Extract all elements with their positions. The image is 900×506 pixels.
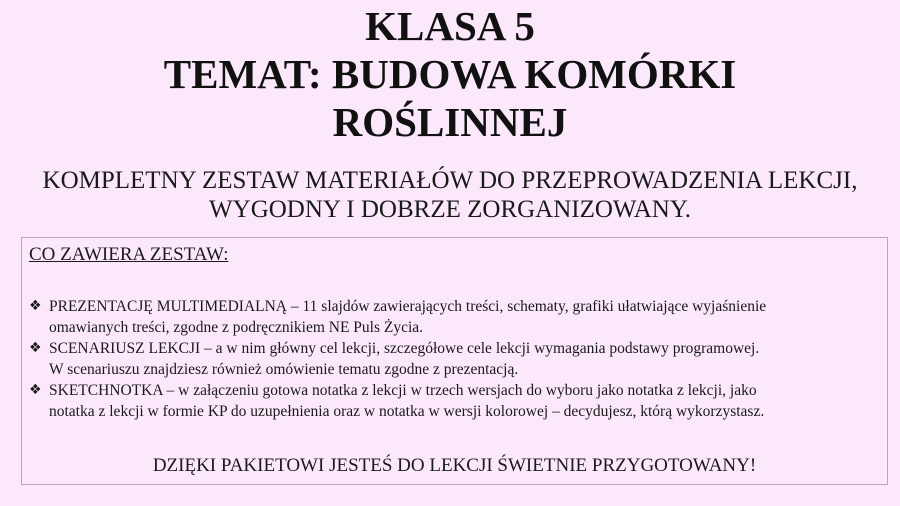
- list-item-presentation: [29, 296, 881, 338]
- title-line-topic-continued: ROŚLINNEJ: [332, 99, 568, 145]
- item-text-line-2: omawianych treści, zgodne z podręcznikiem NE Puls Życia.: [49, 319, 424, 336]
- closing-statement: DZIĘKI PAKIETOWI JESTEŚ DO LEKCJI ŚWIETNIE PRZYGOTOWANY!: [152, 455, 757, 476]
- item-text-line-2: W scenariuszu znajdziesz również omówienie tematu zgodne z prezentacją.: [49, 361, 519, 378]
- item-text-line-2: notatka z lekcji w formie KP do uzupełnienia oraz w notatka w wersji kolorowej – decydujesz, którą wykorzystasz.: [49, 403, 765, 420]
- diamond-bullet-icon: ❖: [29, 340, 42, 356]
- list-item-lesson-plan: [29, 338, 881, 380]
- title-line-topic: TEMAT: BUDOWA KOMÓRKI: [163, 51, 737, 97]
- item-text-line-1: PREZENTACJĘ MULTIMEDIALNĄ – 11 slajdów zawierających treści, schematy, grafiki ułatwiające wyjaśnienie: [49, 298, 767, 315]
- contents-heading: CO ZAWIERA ZESTAW:: [29, 244, 229, 265]
- diamond-bullet-icon: ❖: [29, 382, 42, 398]
- title-line-class: KLASA 5: [365, 3, 535, 49]
- contents-list: [29, 296, 881, 422]
- subtitle: [0, 166, 900, 224]
- list-item-sketchnote: [29, 380, 881, 422]
- subtitle-line-1: KOMPLETNY ZESTAW MATERIAŁÓW DO PRZEPROWADZENIA LEKCJI,: [42, 167, 858, 194]
- contents-box: [21, 237, 888, 485]
- subtitle-line-2: WYGODNY I DOBRZE ZORGANIZOWANY.: [209, 196, 691, 223]
- item-text-line-1: SCENARIUSZ LEKCJI – a w nim główny cel lekcji, szczegółowe cele lekcji wymagania podstawy programowej.: [49, 340, 760, 357]
- page-title: [0, 2, 900, 146]
- diamond-bullet-icon: ❖: [29, 298, 42, 314]
- item-text-line-1: SKETCHNOTKA – w załączeniu gotowa notatka z lekcji w trzech wersjach do wyboru jako notatka z lekcji, jako: [49, 382, 757, 399]
